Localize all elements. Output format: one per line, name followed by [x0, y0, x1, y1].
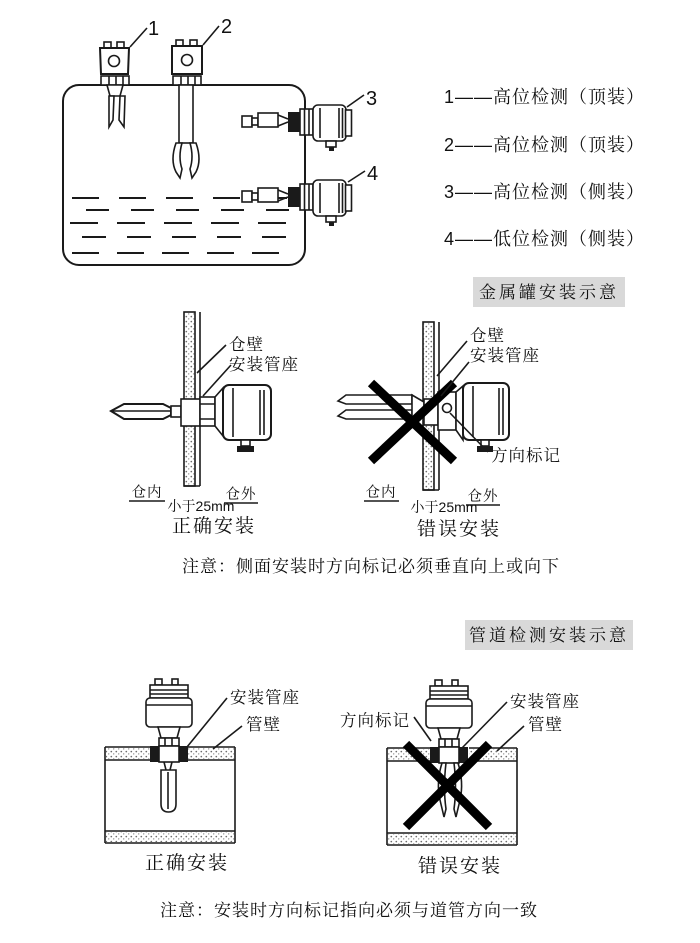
pipe-sensor — [426, 680, 472, 763]
sensor-2-top-mount — [172, 40, 202, 178]
note-side-mount: 注意：侧面安装时方向标记必须垂直向上或向下 — [182, 557, 560, 576]
leader-line — [213, 726, 242, 749]
pipe-wall — [106, 832, 234, 842]
pipe-mount-correct-diagram — [105, 679, 300, 874]
sensor-1-top-mount — [100, 42, 129, 127]
label-inside-bin: 仓内 — [131, 485, 163, 501]
label-outside-bin: 仓外 — [467, 489, 499, 505]
label-direction-mark: 方向标记 — [340, 712, 410, 730]
label-pipe-wall: 管壁 — [528, 716, 563, 734]
pipe-mount-wrong-diagram — [340, 680, 580, 877]
leader-line — [187, 698, 227, 747]
callout-line-1 — [130, 28, 147, 47]
leader-line — [197, 345, 226, 373]
note-pipe-mount: 注意：安装时方向标记指向必须与道管方向一致 — [160, 901, 538, 920]
legend-item-1: 1——高位检测（顶装） — [444, 87, 646, 107]
callout-1: 1 — [148, 18, 160, 40]
label-mounting-socket: 安装管座 — [230, 689, 300, 707]
fork-tine — [190, 143, 199, 178]
pipe-wall — [388, 834, 516, 844]
callout-line-3 — [347, 95, 364, 107]
caption-correct-install: 正确安装 — [144, 853, 230, 874]
sensor-4-side-mount — [242, 180, 352, 226]
label-bin-wall: 仓壁 — [229, 336, 264, 354]
label-mounting-socket: 安装管座 — [510, 693, 580, 711]
callout-3: 3 — [366, 88, 378, 110]
callout-line-4 — [348, 171, 365, 182]
side-mount-wrong-diagram — [338, 322, 561, 540]
side-mount-correct-diagram — [111, 312, 299, 537]
caption-wrong-install: 错误安装 — [416, 519, 502, 540]
sensor-housing — [463, 383, 509, 440]
caption-wrong-install: 错误安装 — [417, 856, 503, 877]
header-text: 金属罐安装示意 — [479, 283, 619, 302]
label-mounting-socket: 安装管座 — [470, 347, 540, 365]
label-direction-mark: 方向标记 — [491, 447, 561, 465]
mounting-socket — [181, 399, 200, 426]
fork-tine — [173, 143, 182, 178]
callout-4: 4 — [367, 163, 379, 185]
liquid-level-dashes — [70, 198, 296, 253]
legend-item-3: 3——高位检测（侧装） — [444, 182, 646, 202]
label-mounting-socket: 安装管座 — [229, 356, 299, 374]
pipe-wall — [106, 748, 150, 759]
metal-tank-diagram — [63, 16, 378, 265]
pipe-sensor — [146, 679, 192, 762]
label-distance: 小于25mm — [167, 498, 235, 514]
section-header-metal-tank — [473, 277, 625, 307]
fork-tine — [119, 96, 125, 127]
legend-item-4: 4——低位检测（侧装） — [444, 229, 646, 249]
pipe-wall — [188, 748, 234, 759]
label-bin-wall: 仓壁 — [470, 327, 505, 345]
fork-tine — [109, 96, 114, 127]
callout-2: 2 — [221, 16, 233, 38]
direction-mark — [443, 404, 452, 413]
header-text: 管道检测安装示意 — [469, 626, 629, 645]
sensor-3-side-mount — [242, 105, 352, 151]
caption-correct-install: 正确安装 — [171, 516, 257, 537]
section-header-pipe — [465, 620, 633, 650]
label-inside-bin: 仓内 — [365, 485, 397, 501]
tank-legend — [444, 87, 645, 249]
label-outside-bin: 仓外 — [225, 487, 257, 503]
legend-item-2: 2——高位检测（顶装） — [444, 135, 646, 155]
fork-tine — [338, 395, 412, 404]
label-pipe-wall: 管壁 — [246, 716, 281, 734]
callout-line-2 — [203, 26, 219, 45]
label-distance: 小于25mm — [410, 499, 478, 515]
